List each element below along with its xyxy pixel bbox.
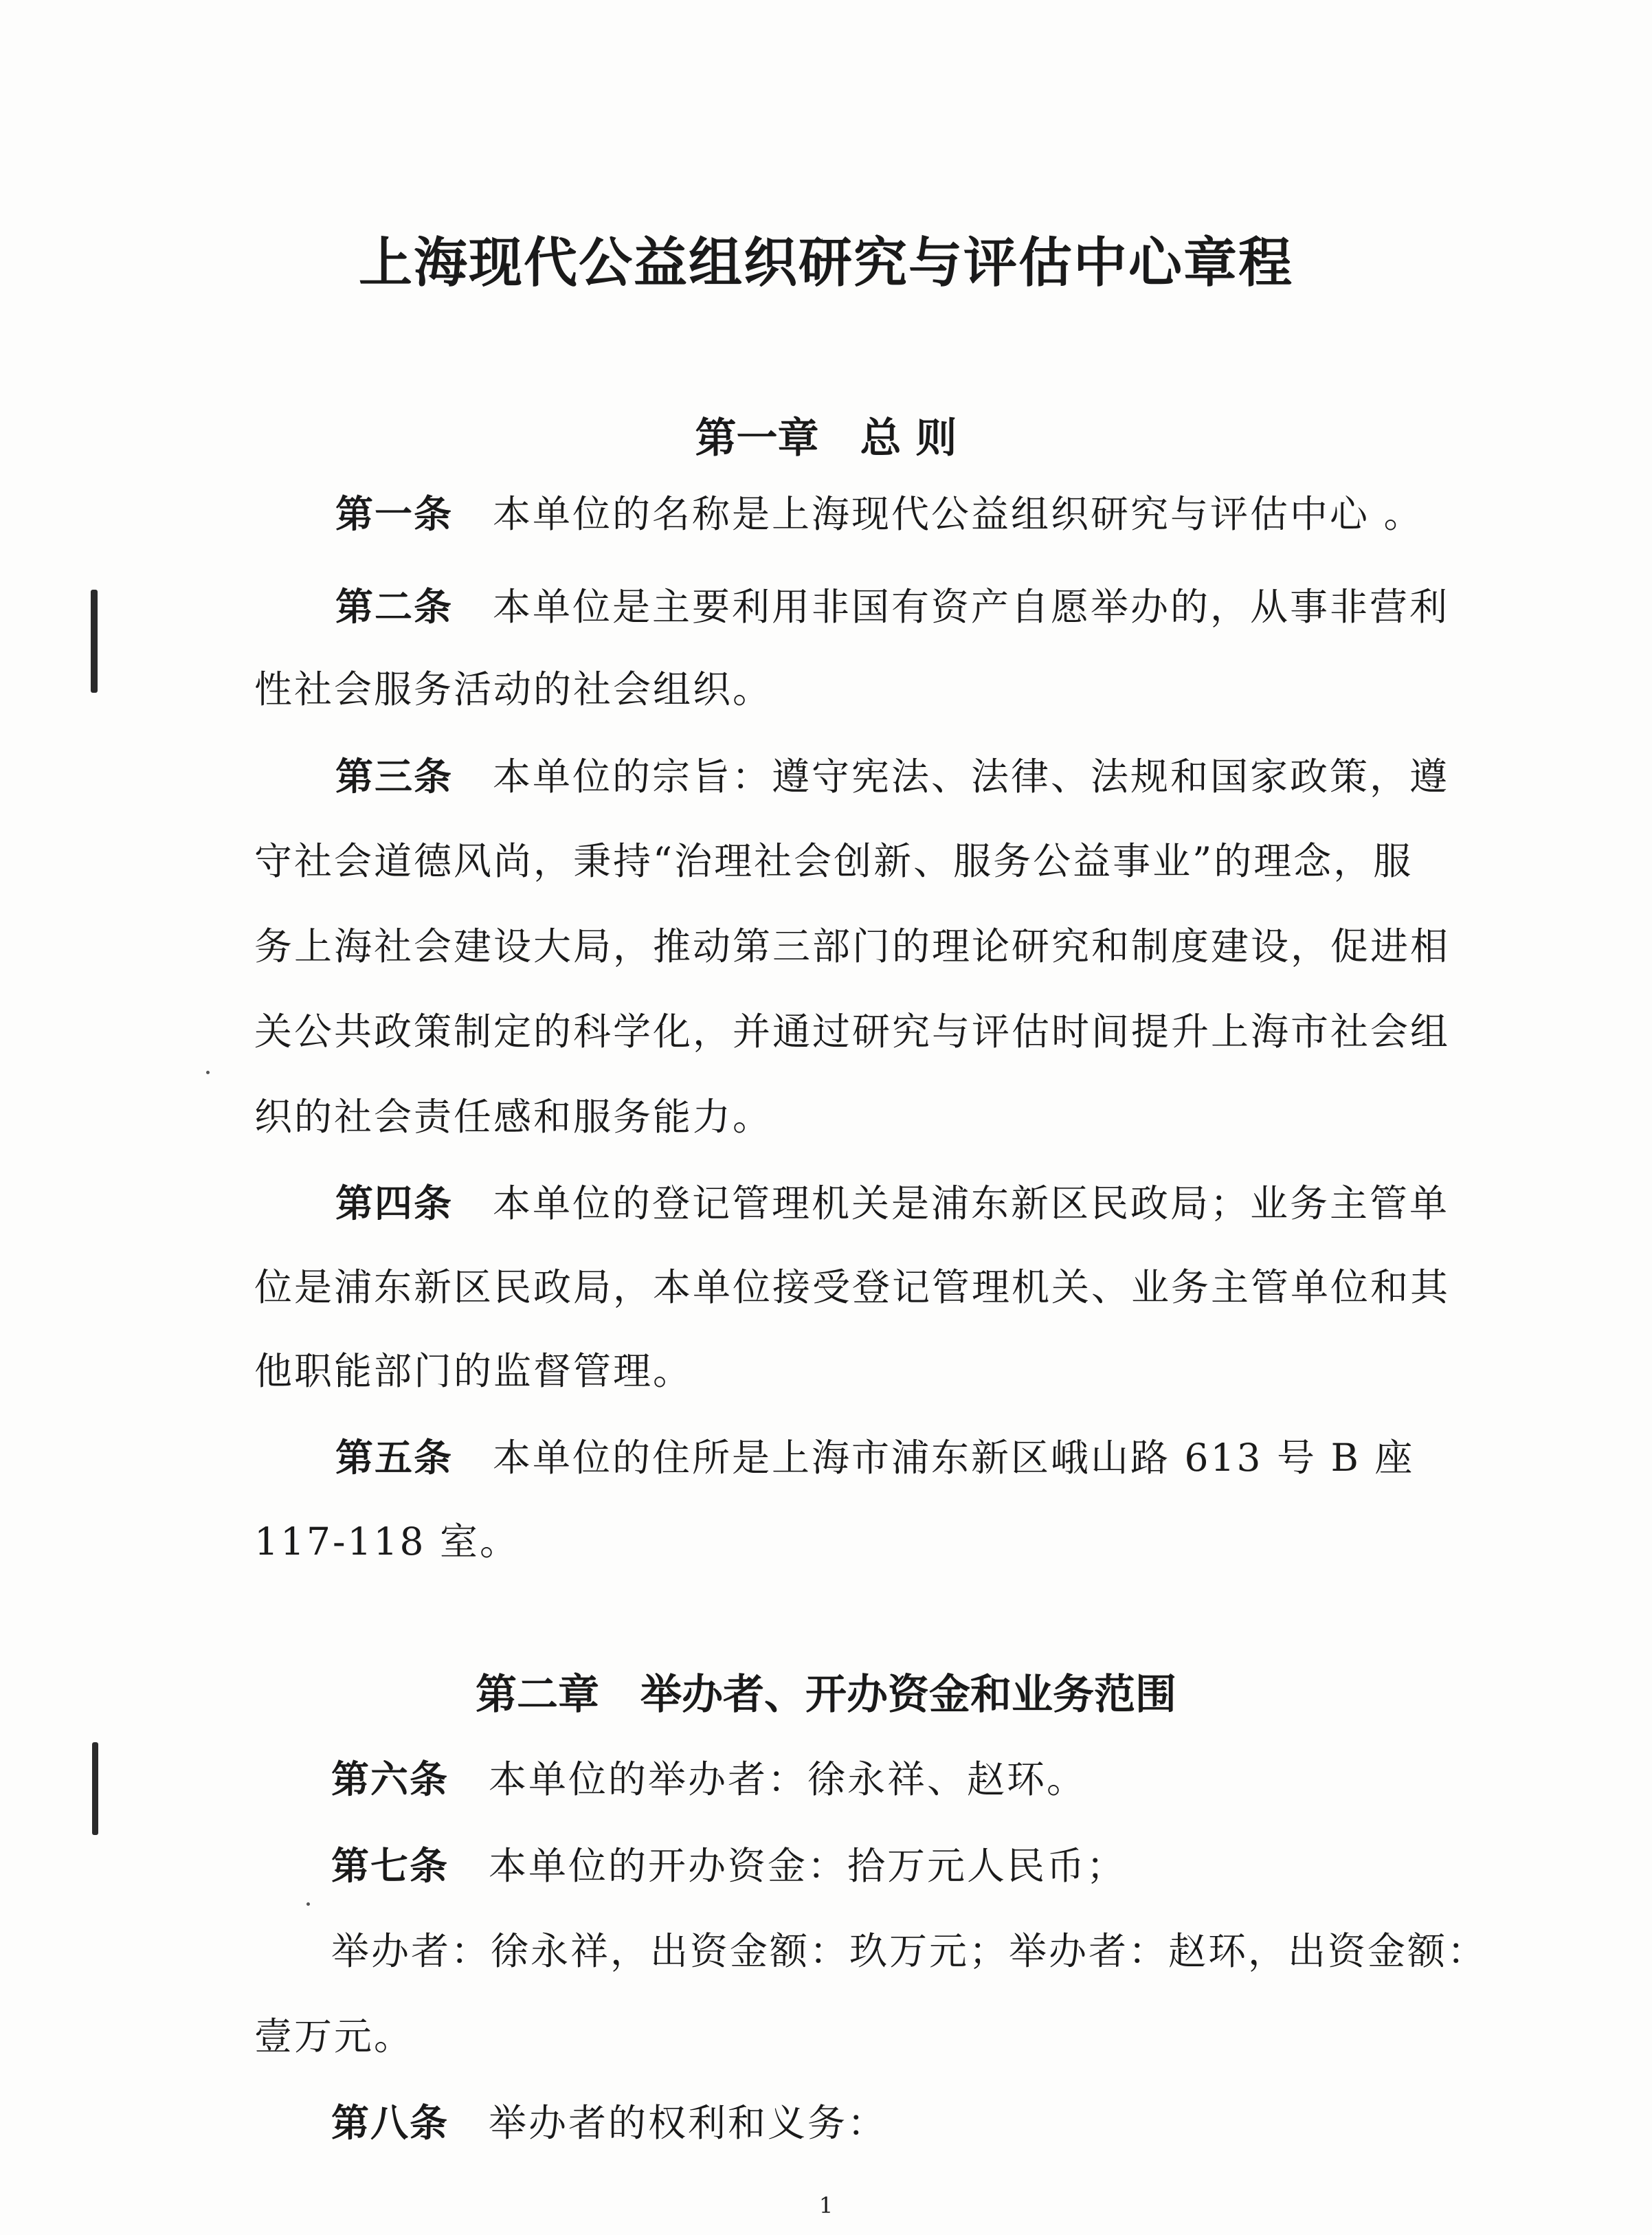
article-5-label: 第五条 [335,1436,454,1480]
article-4-text: 本单位的登记管理机关是浦东新区民政局；业务主管单 [493,1181,1450,1225]
article-1-text: 本单位的名称是上海现代公益组织研究与评估中心 。 [493,492,1424,536]
scan-speck [306,1902,310,1906]
article-6-line-1 [331,1755,1086,1803]
article-8-line-1 [331,2099,887,2147]
article-1-label: 第一条 [335,492,454,536]
staple-mark-bottom [92,1742,98,1835]
chapter-1-heading: 第一章 总 则 [695,414,957,463]
article-3-label: 第三条 [335,755,454,799]
chapter-2-heading: 第二章 举办者、开办资金和业务范围 [476,1671,1176,1719]
document-title: 上海现代公益组织研究与评估中心章程 [358,232,1293,294]
article-8-text: 举办者的权利和义务： [489,2101,888,2145]
article-2-line-1 [335,583,1449,631]
article-4-label: 第四条 [335,1181,454,1225]
article-7-line-2: 举办者：徐永祥，出资金额：玖万元；举办者：赵环，出资金额： [331,1929,1488,1973]
article-2-text: 本单位是主要利用非国有资产自愿举办的，从事非营利 [493,585,1450,629]
scan-speck [206,1071,210,1074]
article-2-line-2: 性社会服务活动的社会组织。 [254,667,773,711]
article-7-label: 第七条 [331,1844,449,1888]
article-1-line-1 [335,490,1424,538]
article-7-line-1 [331,1842,1126,1890]
article-5-line-1 [335,1434,1414,1482]
page-number: 1 [818,2192,834,2219]
article-3-line-3: 务上海社会建设大局，推动第三部门的理论研究和制度建设，促进相 [254,924,1451,968]
article-4-line-2: 位是浦东新区民政局，本单位接受登记管理机关、业务主管单位和其 [254,1265,1451,1309]
article-5-line-2: 117-118 室。 [254,1520,520,1564]
article-6-label: 第六条 [331,1757,449,1801]
article-3-line-4: 关公共政策制定的科学化，并通过研究与评估时间提升上海市社会组 [254,1010,1451,1054]
article-8-label: 第八条 [331,2101,449,2145]
article-3-line-5: 织的社会责任感和服务能力。 [254,1095,773,1139]
article-4-line-3: 他职能部门的监督管理。 [254,1349,693,1393]
article-7-line-3: 壹万元。 [254,2014,414,2058]
article-4-line-1 [335,1179,1449,1227]
article-3-text: 本单位的宗旨：遵守宪法、法律、法规和国家政策，遵 [493,755,1450,799]
staple-mark-top [91,590,98,693]
article-3-line-2: 守社会道德风尚，秉持“治理社会创新、服务公益事业”的理念，服 [254,839,1414,883]
article-7-text: 本单位的开办资金：拾万元人民币； [489,1844,1127,1888]
article-2-label: 第二条 [335,585,454,629]
article-5-text: 本单位的住所是上海市浦东新区峨山路 613 号 B 座 [493,1436,1415,1480]
article-6-text: 本单位的举办者：徐永祥、赵环。 [489,1757,1087,1801]
article-3-line-1 [335,753,1449,801]
